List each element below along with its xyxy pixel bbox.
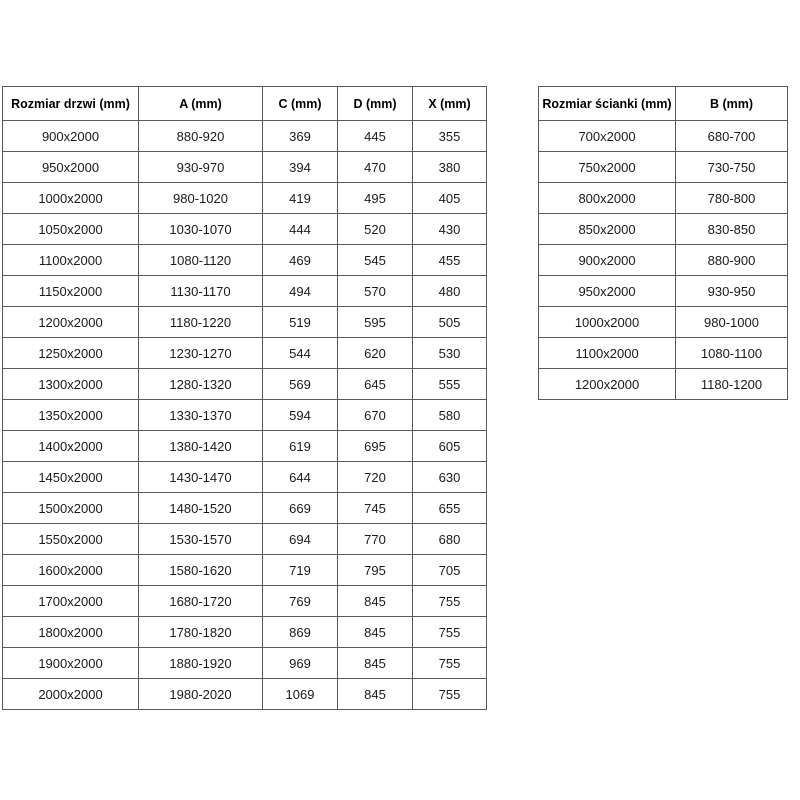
table-cell: 544 <box>263 338 338 369</box>
table-row <box>539 183 788 214</box>
table-cell: 570 <box>338 276 413 307</box>
table-cell: 1350x2000 <box>3 400 139 431</box>
table-row <box>3 276 487 307</box>
table-cell: 705 <box>413 555 487 586</box>
table-cell: 655 <box>413 493 487 524</box>
table-cell: 619 <box>263 431 338 462</box>
header-row <box>539 87 788 121</box>
table-cell: 519 <box>263 307 338 338</box>
table-cell: 1069 <box>263 679 338 710</box>
column-header: X (mm) <box>413 87 487 121</box>
table-row <box>3 369 487 400</box>
table-cell: 980-1020 <box>139 183 263 214</box>
column-header: Rozmiar ścianki (mm) <box>539 87 676 121</box>
table-cell: 845 <box>338 679 413 710</box>
column-header: A (mm) <box>139 87 263 121</box>
table-cell: 444 <box>263 214 338 245</box>
table-cell: 670 <box>338 400 413 431</box>
table-row <box>539 307 788 338</box>
table-cell: 845 <box>338 648 413 679</box>
table-cell: 1180-1200 <box>676 369 788 400</box>
table-cell: 644 <box>263 462 338 493</box>
table-cell: 1080-1120 <box>139 245 263 276</box>
table-cell: 1550x2000 <box>3 524 139 555</box>
table-cell: 1330-1370 <box>139 400 263 431</box>
table-cell: 1200x2000 <box>3 307 139 338</box>
table-cell: 950x2000 <box>539 276 676 307</box>
table-cell: 1980-2020 <box>139 679 263 710</box>
table-cell: 1500x2000 <box>3 493 139 524</box>
table-cell: 445 <box>338 121 413 152</box>
table-cell: 1680-1720 <box>139 586 263 617</box>
table-row <box>3 245 487 276</box>
table-cell: 1050x2000 <box>3 214 139 245</box>
table-row <box>3 617 487 648</box>
table-cell: 620 <box>338 338 413 369</box>
table-row <box>3 121 487 152</box>
table-cell: 1380-1420 <box>139 431 263 462</box>
column-header: B (mm) <box>676 87 788 121</box>
table-row <box>3 183 487 214</box>
table-cell: 755 <box>413 679 487 710</box>
table-cell: 720 <box>338 462 413 493</box>
table-row <box>3 400 487 431</box>
table-cell: 605 <box>413 431 487 462</box>
table-cell: 630 <box>413 462 487 493</box>
table-cell: 1450x2000 <box>3 462 139 493</box>
table-cell: 505 <box>413 307 487 338</box>
table-cell: 545 <box>338 245 413 276</box>
table-cell: 770 <box>338 524 413 555</box>
table-row <box>3 493 487 524</box>
table-cell: 780-800 <box>676 183 788 214</box>
table-row <box>3 648 487 679</box>
table-cell: 745 <box>338 493 413 524</box>
table-cell: 694 <box>263 524 338 555</box>
table-row <box>539 276 788 307</box>
table-cell: 455 <box>413 245 487 276</box>
table-cell: 580 <box>413 400 487 431</box>
table-cell: 495 <box>338 183 413 214</box>
table-cell: 680-700 <box>676 121 788 152</box>
table-cell: 520 <box>338 214 413 245</box>
column-header: D (mm) <box>338 87 413 121</box>
table-cell: 1000x2000 <box>539 307 676 338</box>
table-cell: 470 <box>338 152 413 183</box>
table-cell: 900x2000 <box>3 121 139 152</box>
table-cell: 869 <box>263 617 338 648</box>
table-cell: 494 <box>263 276 338 307</box>
table-row <box>3 679 487 710</box>
table-cell: 369 <box>263 121 338 152</box>
table-cell: 755 <box>413 586 487 617</box>
table-cell: 755 <box>413 617 487 648</box>
table-cell: 700x2000 <box>539 121 676 152</box>
table-row <box>539 369 788 400</box>
door-size-table <box>2 86 487 710</box>
table-cell: 1100x2000 <box>3 245 139 276</box>
table-cell: 1250x2000 <box>3 338 139 369</box>
table-cell: 900x2000 <box>539 245 676 276</box>
table-cell: 755 <box>413 648 487 679</box>
header-row <box>3 87 487 121</box>
table-cell: 1300x2000 <box>3 369 139 400</box>
table-cell: 1780-1820 <box>139 617 263 648</box>
table-cell: 845 <box>338 586 413 617</box>
table-cell: 980-1000 <box>676 307 788 338</box>
table-row <box>539 121 788 152</box>
table-cell: 830-850 <box>676 214 788 245</box>
table-cell: 530 <box>413 338 487 369</box>
wall-size-table <box>538 86 788 400</box>
table-row <box>3 307 487 338</box>
table-cell: 1700x2000 <box>3 586 139 617</box>
table-cell: 1180-1220 <box>139 307 263 338</box>
table-row <box>539 338 788 369</box>
table-cell: 2000x2000 <box>3 679 139 710</box>
table-cell: 480 <box>413 276 487 307</box>
table-cell: 569 <box>263 369 338 400</box>
table-cell: 1800x2000 <box>3 617 139 648</box>
table-cell: 1900x2000 <box>3 648 139 679</box>
table-row <box>3 586 487 617</box>
table-row <box>3 338 487 369</box>
table-cell: 930-970 <box>139 152 263 183</box>
table-cell: 1600x2000 <box>3 555 139 586</box>
table-row <box>539 152 788 183</box>
table-row <box>539 214 788 245</box>
table-cell: 1080-1100 <box>676 338 788 369</box>
table-row <box>3 152 487 183</box>
table-cell: 730-750 <box>676 152 788 183</box>
table-cell: 469 <box>263 245 338 276</box>
table-cell: 969 <box>263 648 338 679</box>
table-cell: 1480-1520 <box>139 493 263 524</box>
table-row <box>3 462 487 493</box>
table-cell: 1000x2000 <box>3 183 139 214</box>
table-cell: 695 <box>338 431 413 462</box>
table-cell: 1580-1620 <box>139 555 263 586</box>
table-cell: 750x2000 <box>539 152 676 183</box>
column-header: C (mm) <box>263 87 338 121</box>
table-cell: 850x2000 <box>539 214 676 245</box>
table-cell: 880-920 <box>139 121 263 152</box>
table-cell: 1400x2000 <box>3 431 139 462</box>
table-row <box>3 555 487 586</box>
table-cell: 394 <box>263 152 338 183</box>
table-row <box>3 431 487 462</box>
table-cell: 355 <box>413 121 487 152</box>
table-cell: 380 <box>413 152 487 183</box>
table-cell: 1430-1470 <box>139 462 263 493</box>
column-header: Rozmiar drzwi (mm) <box>3 87 139 121</box>
table-cell: 769 <box>263 586 338 617</box>
table-row <box>539 245 788 276</box>
table-cell: 645 <box>338 369 413 400</box>
table-cell: 555 <box>413 369 487 400</box>
table-cell: 930-950 <box>676 276 788 307</box>
table-row <box>3 524 487 555</box>
table-cell: 1230-1270 <box>139 338 263 369</box>
table-cell: 1280-1320 <box>139 369 263 400</box>
table-cell: 1880-1920 <box>139 648 263 679</box>
table-cell: 595 <box>338 307 413 338</box>
table-cell: 405 <box>413 183 487 214</box>
table-cell: 419 <box>263 183 338 214</box>
table-row <box>3 214 487 245</box>
table-cell: 1100x2000 <box>539 338 676 369</box>
table-cell: 1130-1170 <box>139 276 263 307</box>
table-cell: 950x2000 <box>3 152 139 183</box>
table-cell: 669 <box>263 493 338 524</box>
table-cell: 795 <box>338 555 413 586</box>
table-cell: 1150x2000 <box>3 276 139 307</box>
table-cell: 880-900 <box>676 245 788 276</box>
table-cell: 1530-1570 <box>139 524 263 555</box>
table-cell: 1200x2000 <box>539 369 676 400</box>
table-cell: 680 <box>413 524 487 555</box>
table-cell: 430 <box>413 214 487 245</box>
table-cell: 845 <box>338 617 413 648</box>
table-cell: 1030-1070 <box>139 214 263 245</box>
table-cell: 594 <box>263 400 338 431</box>
table-cell: 800x2000 <box>539 183 676 214</box>
table-cell: 719 <box>263 555 338 586</box>
